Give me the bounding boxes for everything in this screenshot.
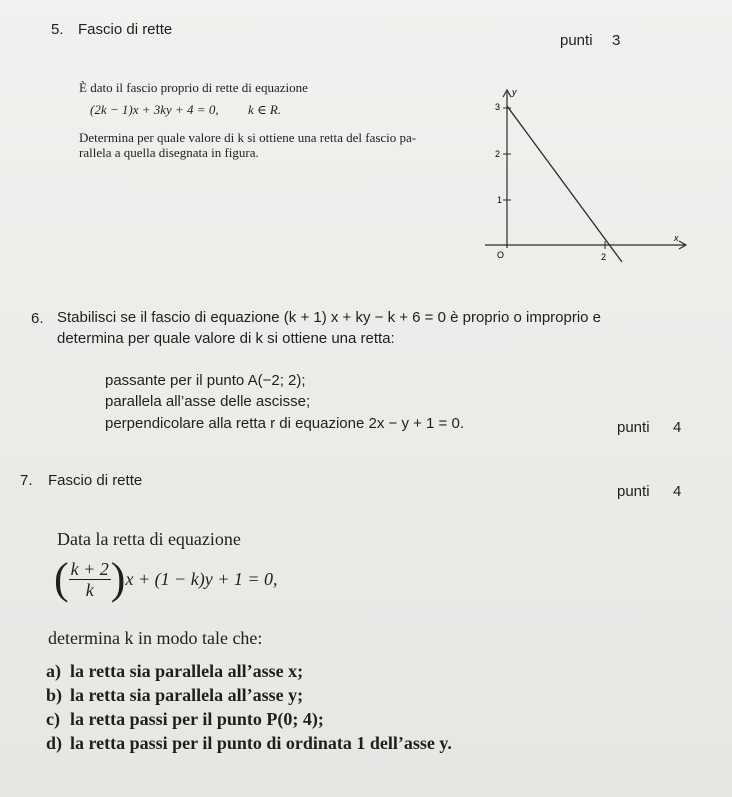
fraction-denominator: k	[85, 579, 94, 600]
exercise-6-item-2: parallela all’asse delle ascisse;	[105, 393, 311, 410]
exercise-7-points-value: 4	[673, 483, 682, 500]
exercise-7-number: 7.	[20, 472, 33, 489]
exercise-7-item-d-letter: d)	[46, 733, 63, 753]
exercise-6-points-label: punti	[617, 419, 650, 436]
exercise-6-line1: Stabilisci se il fascio di equazione (k + 1) x + ky − k + 6 = 0 è proprio o improprio e	[57, 309, 602, 326]
exercise-6-line2: determina per quale valore di k si ottiene una retta:	[57, 330, 395, 347]
exercise-7-title: Fascio di rette	[48, 472, 143, 489]
exercise-5-domain: k ∈ R.	[248, 102, 282, 117]
exercise-5-equation: (2k − 1)x + 3ky + 4 = 0,	[90, 102, 219, 117]
y-tick-label-1: 1	[497, 195, 503, 205]
exercise-6-number: 6.	[31, 310, 44, 327]
exercise-5-question-line1: Determina per quale valore di k si ottiene una retta del fascio pa-	[79, 130, 417, 145]
exercise-7-question: determina k in modo tale che:	[48, 628, 263, 648]
exercise-7-item-c: la retta passi per il punto P(0; 4);	[70, 709, 324, 729]
exercise-5-number: 5.	[51, 21, 64, 38]
exercise-5-title: Fascio di rette	[78, 21, 173, 38]
exercise-6-item-1: passante per il punto A(−2; 2);	[105, 372, 306, 389]
exercise-7-item-b: la retta sia parallela all’asse y;	[70, 685, 304, 705]
origin-label: O	[497, 250, 505, 260]
exercise-7-intro: Data la retta di equazione	[57, 529, 241, 549]
y-axis-label: y	[512, 87, 517, 97]
exercise-7-item-c-letter: c)	[46, 709, 60, 729]
exercise-7-equation-rest: x + (1 − k)y + 1 = 0,	[125, 569, 278, 589]
exercise-5-question-line2: rallela a quella disegnata in figura.	[79, 145, 259, 160]
exercise-6-points-value: 4	[673, 419, 682, 436]
y-tick-label-3: 3	[495, 102, 501, 112]
exercise-7-item-b-letter: b)	[46, 685, 63, 705]
exercise-5-points-value: 3	[612, 32, 621, 49]
exercise-7-fraction	[69, 559, 111, 600]
x-tick-label-2: 2	[601, 252, 607, 262]
exercise-6-item-3: perpendicolare alla retta r di equazione 2x − y + 1 = 0.	[105, 415, 464, 432]
exercise-5-figure	[470, 78, 700, 278]
exercise-7-points-label: punti	[617, 483, 650, 500]
exercise-7-item-a-letter: a)	[46, 661, 61, 681]
exercise-7-equation: ( $\frac{k + 2}{k}$ )x + (1 − k)y + 1 = 0,	[54, 554, 278, 603]
exercise-5-points-label: punti	[560, 32, 593, 49]
fraction-numerator: k + 2	[70, 558, 109, 579]
y-tick-label-2: 2	[495, 149, 501, 159]
exercise-7-item-d: la retta passi per il punto di ordinata 1 dell’asse y.	[70, 733, 452, 753]
exercise-7-item-a: la retta sia parallela all’asse x;	[70, 661, 304, 681]
exercise-5-intro: È dato il fascio proprio di rette di equazione	[79, 80, 308, 95]
x-axis-label: x	[674, 233, 679, 243]
drawn-line	[507, 106, 622, 262]
